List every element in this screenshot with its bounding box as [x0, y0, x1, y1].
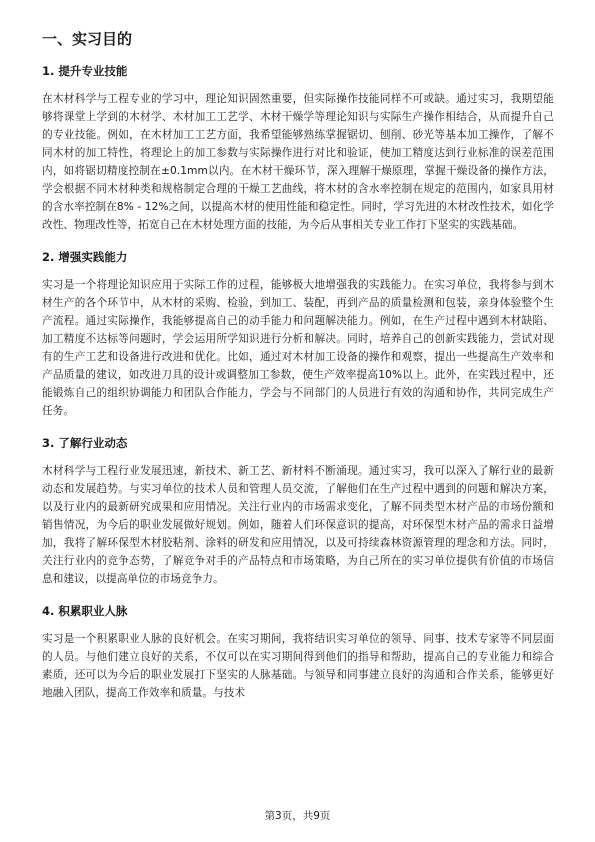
subsection-title-skills: 1. 提升专业技能 — [42, 64, 128, 78]
paragraph-industry: 木材科学与工程行业发展迅速，新技术、新工艺、新材料不断涌现。通过实习，我可以深入了解行业的最新动态和发展趋势。与实习单位的技术人员和管理人员交流，了解他们在生产过程中遇到的问题和解决方案，以及行业内的最新研究成果和应用情况。关注行业内的市场需求变化，了解不同类型木材产品的市场份额和销售情况，为今后的职业发展做好规划。例如，随着人们环保意识的提高，对环保型木材产品的需求日益增加，我将了解环保型木材胶粘剂、涂料的研发和应用情况，以及可持续森林资源管理的理念和方法。同时，关注行业内的竞争态势，了解竞争对手的产品特点和市场策略，为自己所在的实习单位提供有价值的市场信息和建议，以提高单位的市场竞争力。 — [42, 465, 554, 585]
page-number-footer: 第3页，共9页 — [264, 810, 331, 822]
paragraph-practice: 实习是一个将理论知识应用于实际工作的过程，能够极大地增强我的实践能力。在实习单位，我将参与到木材生产的各个环节中，从木材的采购、检验，到加工、装配，再到产品的质量检测和包装，亲身体验整个生产流程。通过实际操作，我能够提高自己的动手能力和问题解决能力。例如，在生产过程中遇到木材缺陷、加工精度不达标等问题时，学会运用所学知识进行分析和解决。同时，培养自己的创新实践能力，尝试对现有的生产工艺和设备进行改进和优化。比如，通过对木材加工设备的操作和观察，提出一些提高生产效率和产品质量的建议，如改进刀具的设计或调整加工参数，使生产效率提高10%以上。此外，在实践过程中，还能锻炼自己的组织协调能力和团队合作能力，学会与不同部门的人员进行有效的沟通和协作，共同完成生产任务。 — [42, 279, 554, 417]
subsection-title-network: 4. 积累职业人脉 — [42, 604, 128, 618]
subsection-title-practice: 2. 增强实践能力 — [42, 250, 128, 264]
section-heading: 一、实习目的 — [42, 30, 133, 48]
subsection-title-industry: 3. 了解行业动态 — [42, 436, 128, 450]
page-content — [42, 28, 554, 716]
paragraph-network: 实习是一个积累职业人脉的良好机会。在实习期间，我将结识实习单位的领导、同事、技术专家等不同层面的人员。与他们建立良好的关系，不仅可以在实习期间得到他们的指导和帮助，提高自己的专业能力和综合素质，还可以为今后的职业发展打下坚实的人脉基础。与领导和同事建立良好的沟通和合作关系，能够更好地融入团队，提高工作效率和质量。与技术 — [42, 633, 554, 699]
paragraph-skills: 在木材科学与工程专业的学习中，理论知识固然重要，但实际操作技能同样不可或缺。通过实习，我期望能够将课堂上学到的木材学、木材加工工艺学、木材干燥学等理论知识与实际生产操作相结合，从而提升自己的专业技能。例如，在木材加工工艺方面，我希望能够熟练掌握锯切、刨削、砂光等基本加工操作，了解不同木材的加工特性，将理论上的加工参数与实际操作进行对比和验证，使加工精度达到行业标准的误差范围内，如将锯切精度控制在±0.1mm以内。在木材干燥环节，深入理解干燥原理，掌握干燥设备的操作方法，学会根据不同木材种类和规格制定合理的干燥工艺曲线，将木材的含水率控制在规定的范围内，如家具用材的含水率控制在8% - 12%之间，以提高木材的使用性能和稳定性。同时，学习先进的木材改性技术，如化学改性、物理改性等，拓宽自己在木材处理方面的技能，为今后从事相关专业工作打下坚实的实践基础。 — [42, 93, 554, 231]
